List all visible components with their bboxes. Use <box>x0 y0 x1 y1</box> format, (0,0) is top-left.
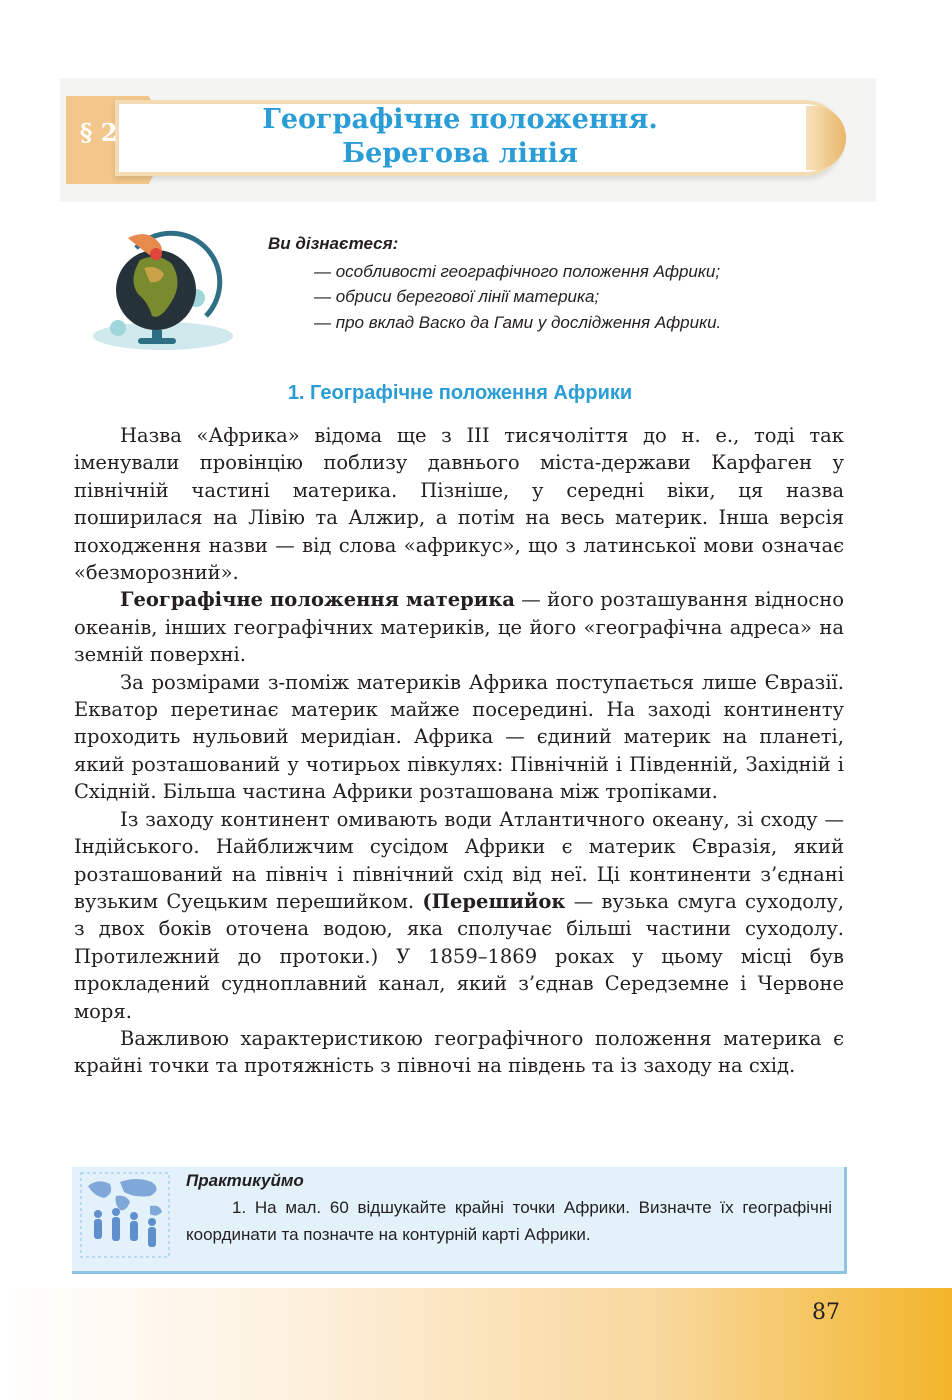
paragraph-text: Із заходу континент омивають води Атлантичного океану, зі сходу — Індійського. Найближчим сусідом Африки є материк Євразія, який розташований на північ і північний схід від неї. Ці континенти з’єднані вузьким Суецьким перешийком. <box>74 807 844 913</box>
globe-illustration <box>88 224 238 354</box>
term-bold: Географічне положення материка <box>120 588 515 612</box>
world-map-people-icon <box>80 1172 170 1258</box>
learn-item: — про вклад Васко да Гами у дослідження Африки. <box>314 313 722 332</box>
footer-band <box>0 1288 952 1400</box>
paragraph: За розмірами з-поміж материків Африка поступається лише Євразії. Екватор перетинає материк майже посередині. На заході континенту проходить нульовий меридіан. Африка — єдиний материк на планеті, який розташований у чотирьох півкулях: Північній і Південній, Західній і Східній. Більша частина Африки розташована між тропіками. <box>74 670 844 804</box>
paragraph-text: — вузька смуга суходолу, з двох боків оточена водою, яка сполучає більші частини суходолу. Протилежний до протоки.) У 1859–1869 роках у цьому місці був прокладений судноплавний канал, який з’єднав Середземне і Червоне моря. <box>74 889 844 1023</box>
paragraph <box>74 806 844 1025</box>
page-number: 87 <box>812 1300 840 1325</box>
term-bold: (Перешийок <box>422 889 566 913</box>
section-heading: 1. Географічне положення Африки <box>287 382 633 404</box>
learn-heading: Ви дізнаєтеся: <box>268 234 399 253</box>
section-tag: § 21 <box>79 118 135 147</box>
page-title <box>160 103 760 171</box>
learn-item: — обриси берегової лінії материка; <box>314 287 600 306</box>
practice-heading: Практикуймо <box>186 1171 304 1190</box>
paragraph: Назва «Африка» відома ще з ІІІ тисячоліття до н. е., тоді так іменували провінцію поблизу давнього міста-держави Карфаген у північній частині материка. Пізніше, у середні віки, ця назва поширилася на Лівію та Алжир, а потім на весь материк. Інша версія походження назви — від слова «африкус», що з латинської мови означає «безморозний». <box>74 424 844 585</box>
paragraph-text: — його розташування відносно океанів, інших географічних материків, це його «географічна адреса» на земній поверхні. <box>74 588 844 667</box>
paragraph: Важливою характеристикою географічного положення материка є крайні точки та протяжність з півночі на південь та із заходу на схід. <box>74 1026 844 1078</box>
practice-illustration <box>80 1172 170 1258</box>
body-text <box>74 422 844 1080</box>
practice-text: 1. На мал. 60 відшукайте крайні точки Африки. Визначте їх географічні координати та позначте на контурній карті Африки. <box>186 1198 832 1244</box>
globe-icon <box>88 224 238 354</box>
learn-item: — особливості географічного положення Африки; <box>314 262 721 281</box>
page-title-line1: Географічне положення. <box>262 104 658 135</box>
page-title-line2: Берегова лінія <box>342 138 578 169</box>
paragraph <box>74 586 844 668</box>
